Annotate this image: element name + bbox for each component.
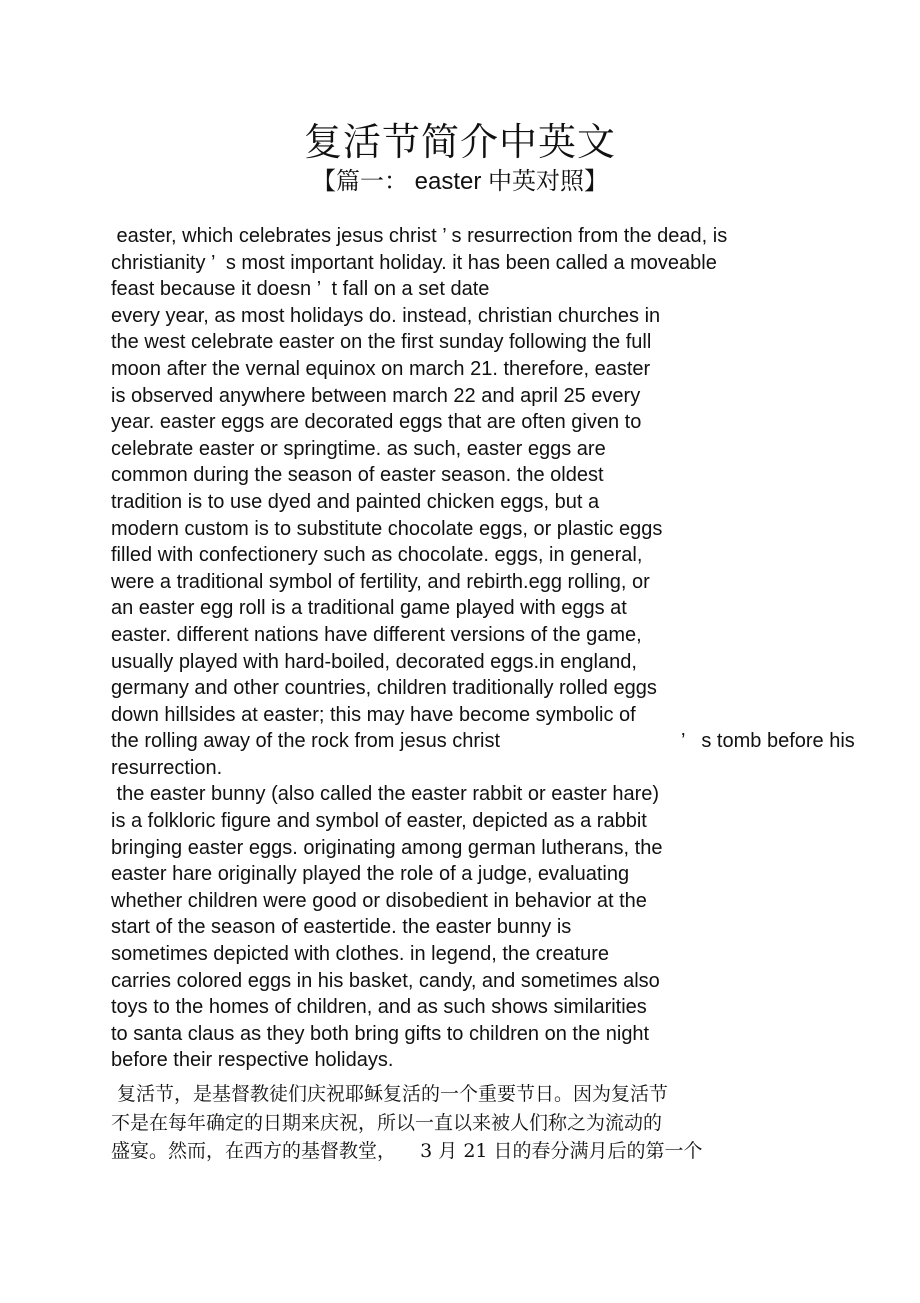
text-line: easter. different nations have different versions of the game, [111, 623, 642, 646]
text-line: tradition is to use dyed and painted chicken eggs, but a [111, 490, 600, 513]
text-line: moon after the vernal equinox on march 21. therefore, easter [111, 357, 651, 380]
english-body [111, 223, 855, 1074]
text-line: every year, as most holidays do. instead, christian churches in [111, 304, 661, 327]
document-title: 复活节简介中英文 [303, 120, 616, 164]
text-line: an easter egg roll is a traditional game played with eggs at [111, 597, 627, 620]
text-line: sometimes depicted with clothes. in legend, the creature [111, 943, 610, 966]
text-line: year. easter eggs are decorated eggs that are often given to [111, 411, 642, 434]
text-line: toys to the homes of children, and as such shows similarities [111, 996, 647, 1019]
text-line: start of the season of eastertide. the easter bunny is [111, 916, 572, 939]
text-line: christianity ’ s most important holiday. it has been called a moveable [111, 251, 717, 274]
text-line: is a folkloric figure and symbol of easter, depicted as a rabbit [111, 810, 647, 833]
text-line: bringing easter eggs. originating among german lutherans, the [111, 836, 663, 859]
chinese-body [111, 1080, 703, 1166]
text-line: is observed anywhere between march 22 and april 25 every [111, 384, 641, 407]
text-line: feast because it doesn ’ t fall on a set date [111, 278, 490, 301]
text-line-right: ’ s tomb before his [681, 730, 855, 753]
document-subtitle: 【篇一： easter 中英对照】 [311, 168, 609, 195]
text-line: resurrection. [111, 756, 223, 779]
text-line: carries colored eggs in his basket, candy, and sometimes also [111, 969, 660, 992]
text-line: the west celebrate easter on the first sunday following the full [111, 331, 652, 354]
text-line: celebrate easter or springtime. as such, easter eggs are [111, 437, 606, 460]
text-line: before their respective holidays. [111, 1049, 394, 1072]
text-line: easter hare originally played the role of a judge, evaluating [111, 863, 630, 886]
text-line-left: the rolling away of the rock from jesus christ [111, 730, 501, 753]
text-line [111, 728, 855, 755]
text-line: the easter bunny (also called the easter rabbit or easter hare) [111, 783, 660, 806]
text-line: 不是在每年确定的日期来庆祝，所以一直以来被人们称之为流动的 [111, 1111, 663, 1134]
text-line: germany and other countries, children traditionally rolled eggs [111, 677, 657, 700]
text-line: modern custom is to substitute chocolate eggs, or plastic eggs [111, 517, 663, 540]
text-line: down hillsides at easter; this may have become symbolic of [111, 703, 636, 726]
text-line: easter, which celebrates jesus christ ’ s resurrection from the dead, is [111, 225, 728, 247]
text-line: 盛宴。然而，在西方的基督教堂， 3 月 21 日的春分满月后的第一个 [111, 1140, 703, 1162]
text-line: common during the season of easter season. the oldest [111, 464, 604, 487]
text-line: to santa claus as they both bring gifts to children on the night [111, 1022, 650, 1045]
text-line: 复活节，是基督教徒们庆祝耶稣复活的一个重要节日。因为复活节 [111, 1083, 669, 1105]
text-line: were a traditional symbol of fertility, and rebirth.egg rolling, or [111, 570, 650, 593]
text-line: usually played with hard-boiled, decorated eggs.in england, [111, 650, 637, 673]
text-line: filled with confectionery such as chocolate. eggs, in general, [111, 544, 643, 567]
text-line: whether children were good or disobedient in behavior at the [111, 889, 647, 912]
